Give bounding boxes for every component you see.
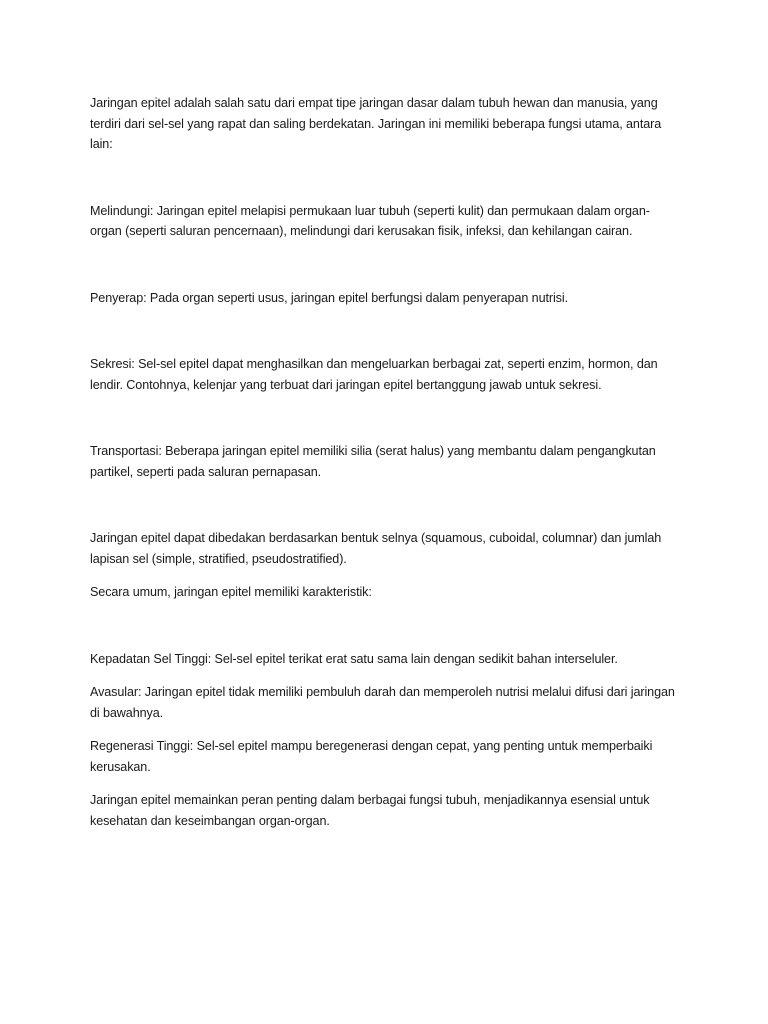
paragraph-klasifikasi: Jaringan epitel dapat dibedakan berdasarkan bentuk selnya (squamous, cuboidal, columnar) dan jumlah lapisan sel (simple, stratified, pseudostratified).: [90, 531, 662, 566]
paragraph-penyerap: Penyerap: Pada organ seperti usus, jaringan epitel berfungsi dalam penyerapan nutrisi.: [90, 290, 568, 305]
paragraph-kepadatan: Kepadatan Sel Tinggi: Sel-sel epitel terikat erat satu sama lain dengan sedikit bahan interseluler.: [90, 651, 618, 666]
document-body: [90, 93, 680, 831]
paragraph-avasular: Avasular: Jaringan epitel tidak memiliki pembuluh darah dan memperoleh nutrisi melalui difusi dari jaringan di bawahnya.: [90, 685, 675, 720]
paragraph-intro: Jaringan epitel adalah salah satu dari empat tipe jaringan dasar dalam tubuh hewan dan manusia, yang terdiri dari sel-sel yang rapat dan saling berdekatan. Jaringan ini memiliki beberapa fungsi utama, antara lain:: [90, 96, 662, 151]
paragraph-sekresi: Sekresi: Sel-sel epitel dapat menghasilkan dan mengeluarkan berbagai zat, seperti enzim, hormon, dan lendir. Contohnya, kelenjar yang terbuat dari jaringan epitel bertanggung jawab untuk sekresi.: [90, 357, 658, 392]
paragraph-melindungi: Melindungi: Jaringan epitel melapisi permukaan luar tubuh (seperti kulit) dan permukaan dalam organ-organ (seperti saluran pencernaan), melindungi dari kerusakan fisik, infeksi, dan kehilangan cairan.: [90, 203, 650, 238]
paragraph-transportasi: Transportasi: Beberapa jaringan epitel memiliki silia (serat halus) yang membantu dalam pengangkutan partikel, seperti pada saluran pernapasan.: [90, 444, 656, 479]
paragraph-penutup: Jaringan epitel memainkan peran penting dalam berbagai fungsi tubuh, menjadikannya esensial untuk kesehatan dan keseimbangan organ-organ.: [90, 793, 650, 828]
paragraph-regenerasi: Regenerasi Tinggi: Sel-sel epitel mampu beregenerasi dengan cepat, yang penting untuk memperbaiki kerusakan.: [90, 739, 653, 774]
paragraph-karakteristik-intro: Secara umum, jaringan epitel memiliki karakteristik:: [90, 585, 372, 599]
